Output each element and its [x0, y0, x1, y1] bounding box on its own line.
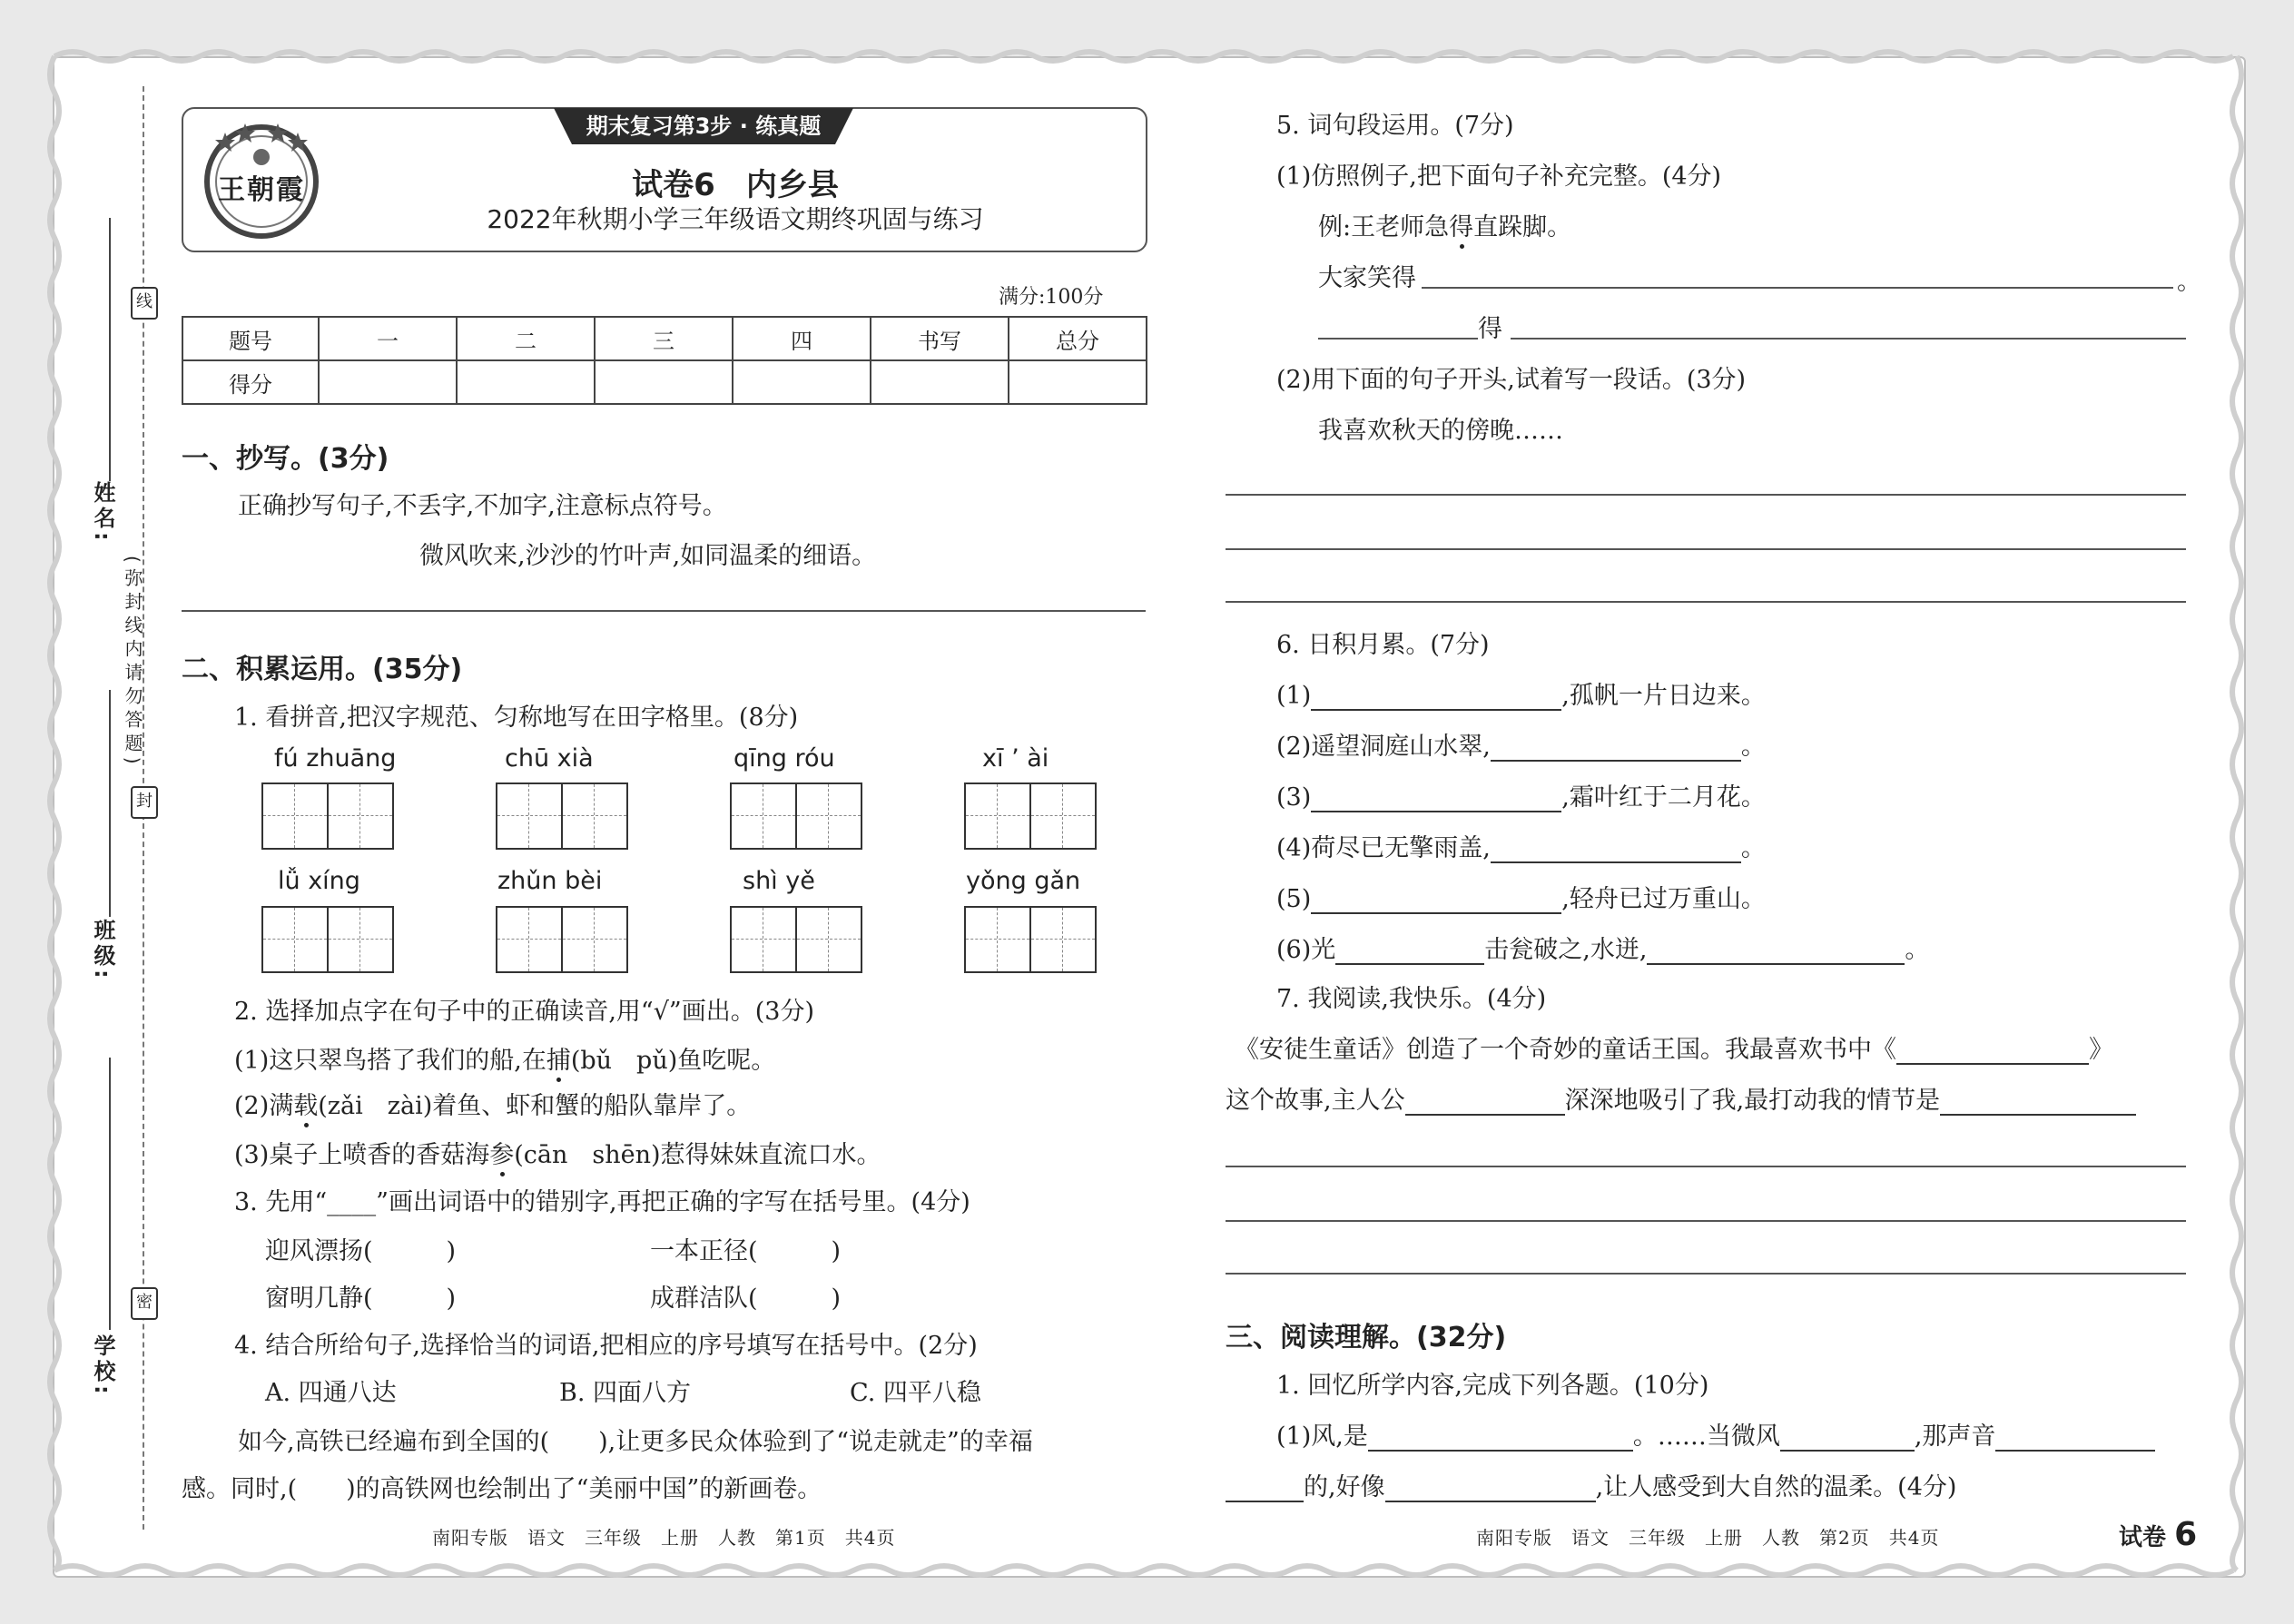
q3-prompt: 3. 先用“____”画出词语中的错别字,再把正确的字写在括号里。(4分) [234, 1188, 970, 1216]
section2-title: 二、积累运用。(35分) [182, 654, 463, 685]
exam-title: 试卷6 内乡县 [632, 167, 839, 203]
table-header-cell: 题号 [182, 317, 319, 360]
q6-item-pre: (1) [1276, 682, 1312, 710]
tianzige-box[interactable] [261, 906, 394, 973]
q6-item [1276, 879, 1766, 914]
q2-item-post[interactable]: (bǔ pǔ)鱼吃呢。 [570, 1047, 776, 1075]
class-field[interactable] [109, 690, 111, 917]
answer-line[interactable] [1226, 1166, 2186, 1167]
tianzige-box[interactable] [261, 782, 394, 850]
q2-prompt: 2. 选择加点字在句子中的正确读音,用“√”画出。(3分) [234, 998, 814, 1026]
r1-1-c: ,那声音 [1914, 1422, 1996, 1451]
answer-line[interactable] [1511, 338, 2186, 340]
q7-line1-post: 》 [2089, 1036, 2113, 1064]
score-cell[interactable] [319, 360, 457, 404]
fill-blank[interactable] [1491, 836, 1741, 863]
table-header-cell: 一 [319, 317, 457, 360]
q4-text[interactable]: 感。同时,( )的高铁网也绘制出了“美丽中国”的新画卷。 [182, 1475, 822, 1503]
school-field[interactable] [109, 1058, 111, 1330]
score-cell[interactable] [457, 360, 595, 404]
fill-blank[interactable] [1311, 684, 1561, 711]
exam-subtitle: 2022年秋期小学三年级语文期终巩固与练习 [487, 204, 984, 234]
q6-prompt: 6. 日积月累。(7分) [1276, 631, 1490, 659]
q6-item-mid: 击瓮破之,水迸, [1484, 936, 1648, 964]
score-cell[interactable] [1009, 360, 1147, 404]
fill-blank[interactable] [1226, 1475, 1304, 1502]
q3-word[interactable]: 成群洁队( ) [650, 1284, 842, 1313]
q1-prompt: 1. 看拼音,把汉字规范、匀称地写在田字格里。(8分) [234, 704, 799, 732]
paper-tag-number: 6 [2174, 1516, 2198, 1553]
q5-example [1318, 207, 1571, 242]
q5-example-pre: 例:王老师急 [1318, 213, 1450, 241]
footer-right: 南阳专版 语文 三年级 上册 人教 第2页 共4页 [1476, 1527, 1940, 1549]
q2-item [234, 1040, 775, 1076]
seal-notice: (弥封线内请勿答题) [122, 556, 143, 770]
q6-item-pre: (3) [1276, 783, 1312, 812]
q5-prompt: 5. 词句段运用。(7分) [1276, 112, 1514, 140]
answer-line[interactable] [1422, 287, 2173, 289]
dotted-char: 载 [293, 1092, 319, 1120]
copy-answer-line[interactable] [182, 610, 1146, 612]
class-label: 班级: [90, 919, 115, 982]
q5-1-prompt: (1)仿照例子,把下面句子补充完整。(4分) [1276, 162, 1722, 191]
score-cell[interactable] [733, 360, 871, 404]
q7-line1-pre: 《安徒生童话》创造了一个奇妙的童话王国。我最喜欢书中《 [1235, 1036, 1896, 1064]
school-label: 学校: [90, 1334, 115, 1398]
r1-2-a: 的,好像 [1304, 1473, 1385, 1501]
table-header-cell: 书写 [871, 317, 1009, 360]
q6-item-pre: (6)光 [1276, 936, 1336, 964]
q2-item [234, 1086, 751, 1121]
seal-char-box: 线 [131, 287, 158, 320]
q6-item [1276, 675, 1766, 711]
dotted-char: 捕 [546, 1047, 571, 1075]
r1-1-b: 。……当微风 [1632, 1422, 1780, 1451]
q5-line1-label: 大家笑得 [1318, 264, 1416, 292]
pinyin-label: zhǔn bèi [497, 867, 603, 895]
section1-instruction: 正确抄写句子,不丢字,不加字,注意标点符号。 [238, 492, 727, 520]
r1-1-a: (1)风,是 [1276, 1422, 1368, 1451]
q7-line2-mid: 深深地吸引了我,最打动我的情节是 [1564, 1087, 1941, 1115]
name-field[interactable] [109, 218, 111, 481]
table-row [182, 360, 1147, 404]
fill-blank[interactable] [1647, 938, 1905, 965]
section1-sentence: 微风吹来,沙沙的竹叶声,如同温柔的细语。 [419, 542, 877, 570]
table-row [182, 317, 1147, 360]
q7-line2 [1226, 1080, 2136, 1116]
q6-item-pre: (5) [1276, 885, 1312, 913]
fill-blank[interactable] [1385, 1475, 1596, 1502]
q6-item-pre: (4)荷尽已无擎雨盖, [1276, 834, 1491, 862]
paper-tag [2119, 1516, 2197, 1553]
q3-word[interactable]: 迎风漂扬( ) [265, 1237, 457, 1265]
q5-2-prompt: (2)用下面的句子开头,试着写一段话。(3分) [1276, 366, 1747, 394]
q6-item-pre: (2)遥望洞庭山水翠, [1276, 733, 1491, 761]
q6-item-post: ,轻舟已过万重山。 [1561, 885, 1766, 913]
fill-blank[interactable] [1896, 1038, 2089, 1065]
r1-2-line [1226, 1467, 1956, 1502]
pinyin-label: xī ’ ài [982, 744, 1049, 773]
logo-text: 王朝霞 [218, 174, 305, 206]
q2-item-pre: (3)桌子上喷香的香菇海 [234, 1141, 490, 1169]
pinyin-label: fú zhuāng [274, 744, 397, 773]
r1-1-line [1276, 1416, 2155, 1452]
tianzige-box[interactable] [730, 906, 862, 973]
fill-blank[interactable] [1368, 1424, 1633, 1452]
r1-2-b: ,让人感受到大自然的温柔。(4分) [1595, 1473, 1957, 1501]
q4-text[interactable]: 如今,高铁已经遍布到全国的( ),让更多民众体验到了“说走就走”的幸福 [238, 1428, 1033, 1456]
banner-text: 期末复习第3步 · 练真题 [586, 113, 822, 139]
dotted-char: 得 [1449, 213, 1474, 241]
name-label: 姓名: [90, 481, 115, 545]
answer-line[interactable] [1226, 1220, 2186, 1222]
q3-word[interactable]: 一本正径( ) [650, 1237, 842, 1265]
score-cell[interactable] [595, 360, 733, 404]
tianzige-box[interactable] [496, 906, 628, 973]
q6-item-post: 。 [1905, 936, 1930, 964]
table-header-cell: 四 [733, 317, 871, 360]
q5-line1-end: 。 [2177, 268, 2201, 296]
q6-item-post: 。 [1740, 733, 1766, 761]
q6-item [1276, 726, 1766, 762]
answer-line[interactable] [1226, 601, 2186, 603]
fill-blank[interactable] [1311, 887, 1561, 914]
r1-prompt: 1. 回忆所学内容,完成下列各题。(10分) [1276, 1372, 1709, 1400]
q6-item [1276, 828, 1766, 863]
full-score: 满分:100分 [999, 286, 1104, 309]
section3-title: 三、阅读理解。(32分) [1226, 1322, 1507, 1353]
q2-item-post[interactable]: (zǎi zài)着鱼、虾和蟹的船队靠岸了。 [318, 1092, 752, 1120]
fill-blank[interactable] [1405, 1088, 1565, 1116]
footer-left: 南阳专版 语文 三年级 上册 人教 第1页 共4页 [432, 1527, 896, 1549]
seal-char-box: 密 [131, 1287, 158, 1320]
q4-option: A. 四通八达 [265, 1379, 397, 1407]
q2-item-pre: (2)满 [234, 1092, 294, 1120]
answer-line[interactable] [1226, 1273, 2186, 1275]
table-header-cell: 三 [595, 317, 733, 360]
q6-item-post: 。 [1740, 834, 1766, 862]
q2-item [234, 1135, 881, 1170]
fill-blank[interactable] [1491, 734, 1741, 762]
fill-blank[interactable] [1940, 1088, 2136, 1116]
tianzige-box[interactable] [964, 782, 1097, 850]
pinyin-label: shì yě [743, 867, 815, 895]
table-header-cell: 总分 [1009, 317, 1147, 360]
q7-prompt: 7. 我阅读,我快乐。(4分) [1276, 985, 1547, 1013]
fill-blank[interactable] [1311, 785, 1561, 812]
seal-char-box: 封 [131, 786, 158, 819]
q2-item-pre: (1)这只翠鸟搭了我们的船,在 [234, 1047, 546, 1075]
table-header-cell: 二 [457, 317, 595, 360]
fill-blank[interactable] [1335, 938, 1484, 965]
fill-blank[interactable] [1995, 1424, 2155, 1452]
score-table [182, 316, 1147, 405]
q6-item [1276, 930, 1929, 965]
section1-title: 一、抄写。(3分) [182, 443, 389, 475]
q4-prompt: 4. 结合所给句子,选择恰当的词语,把相应的序号填写在括号中。(2分) [234, 1332, 978, 1360]
q3-word[interactable]: 窗明几静( ) [265, 1284, 457, 1313]
q7-line1 [1235, 1029, 2113, 1065]
q6-item-post: ,霜叶红于二月花。 [1561, 783, 1766, 812]
pinyin-label: lǚ xíng [278, 867, 360, 895]
score-cell[interactable] [871, 360, 1009, 404]
q4-option: C. 四平八稳 [850, 1379, 981, 1407]
q7-line2-pre: 这个故事,主人公 [1226, 1087, 1405, 1115]
row-label: 得分 [182, 360, 319, 404]
answer-line[interactable] [1318, 338, 1478, 340]
pinyin-label: chū xià [505, 744, 594, 773]
fill-blank[interactable] [1780, 1424, 1915, 1452]
pinyin-label: yǒng gǎn [966, 867, 1081, 895]
tianzige-box[interactable] [730, 782, 862, 850]
q5-line2-label: 得 [1478, 315, 1502, 343]
tianzige-box[interactable] [496, 782, 628, 850]
q6-item [1276, 777, 1766, 812]
q5-2-start: 我喜欢秋天的傍晚…… [1318, 417, 1563, 445]
q2-item-post[interactable]: (cān shēn)惹得妹妹直流口水。 [514, 1141, 881, 1169]
pinyin-label: qīng róu [733, 744, 835, 773]
answer-line[interactable] [1226, 494, 2186, 496]
tianzige-box[interactable] [964, 906, 1097, 973]
q4-option: B. 四面八方 [559, 1379, 692, 1407]
answer-line[interactable] [1226, 548, 2186, 550]
paper-tag-label: 试卷 [2119, 1524, 2167, 1551]
dotted-char: 参 [489, 1141, 515, 1169]
q5-example-post: 直跺脚。 [1473, 213, 1572, 241]
q6-item-post: ,孤帆一片日边来。 [1561, 682, 1766, 710]
